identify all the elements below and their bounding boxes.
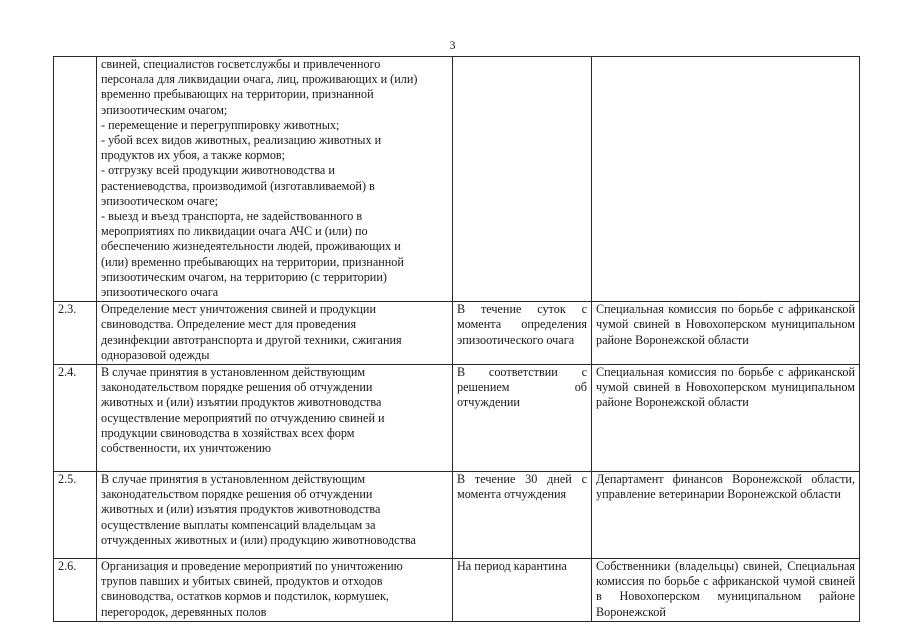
- description-line: обеспечению жизнедеятельности людей, проживающих и: [101, 239, 401, 254]
- description-line: - перемещение и перегруппировку животных;: [101, 117, 340, 132]
- description-line: - отгрузку всей продукции животноводства и: [101, 163, 335, 178]
- description-line: законодательством порядке решения об отчуждении: [101, 380, 373, 395]
- description-line: продуктов их убоя, а также кормов;: [101, 148, 286, 163]
- description-line: растениеводства, производимой (изготавливаемой) в: [101, 178, 375, 193]
- description-line: животных и (или) изъятия продуктов животноводства: [101, 502, 381, 517]
- description-line: персонала для ликвидации очага, лиц, проживающих и (или): [101, 72, 418, 87]
- description-line: Организация и проведение мероприятий по уничтожению: [101, 559, 403, 574]
- deadline-cell: В течение 30 дней с момента отчуждения: [453, 472, 592, 559]
- responsible-cell: [592, 57, 860, 302]
- description-line: Определение мест уничтожения свиней и продукции: [101, 302, 376, 317]
- responsible-cell: Собственники (владельцы) свиней, Специальная комиссия по борьбе с африканской чумой свиней в Новохоперском муниципальном районе Воронежской: [592, 559, 860, 622]
- description-line: продукции свиноводства в хозяйствах всех форм: [101, 425, 355, 440]
- item-number: [54, 57, 97, 302]
- deadline-cell: В течение суток с момента определения эпизоотического очага: [453, 302, 592, 365]
- measure-description: [97, 302, 453, 365]
- description-line: свиней, специалистов госветслужбы и привлеченного: [101, 57, 381, 71]
- item-number: 2.3.: [54, 302, 97, 365]
- description-line: В случае принятия в установленном действующим: [101, 472, 366, 487]
- page-number: 3: [449, 38, 456, 52]
- table-row: [54, 472, 860, 559]
- table-row: [54, 559, 860, 622]
- table-row: [54, 57, 860, 302]
- measure-description: [97, 57, 453, 302]
- description-line: временно пребывающих на территории, признанной: [101, 87, 374, 102]
- description-line: законодательством порядке решения об отчуждении: [101, 487, 373, 502]
- description-line: свиноводства. Определение мест для проведения: [101, 317, 357, 332]
- description-line: эпизоотического очага: [101, 285, 219, 300]
- description-line: В случае принятия в установленном действующим: [101, 365, 366, 380]
- description-line: мероприятиях по ликвидации очага АЧС и (или) по: [101, 224, 368, 239]
- table-row: [54, 302, 860, 365]
- description-line: трупов павших и убитых свиней, продуктов и отходов: [101, 574, 383, 589]
- responsible-cell: Специальная комиссия по борьбе с африканской чумой свиней в Новохоперском муниципальном районе Воронежской области: [592, 302, 860, 365]
- deadline-cell: На период карантина: [453, 559, 592, 622]
- item-number: 2.4.: [54, 365, 97, 472]
- description-line: эпизоотическом очаге;: [101, 193, 219, 208]
- description-line: дезинфекции автотранспорта и другой техники, сжигания: [101, 332, 402, 347]
- description-line: осуществление выплаты компенсаций владельцам за: [101, 517, 376, 532]
- measure-description: [97, 365, 453, 472]
- measure-description: [97, 559, 453, 622]
- responsible-cell: Департамент финансов Воронежской области, управление ветеринарии Воронежской области: [592, 472, 860, 559]
- measure-description: [97, 472, 453, 559]
- description-line: отчужденных животных и (или) продукцию животноводства: [101, 532, 416, 547]
- description-line: - выезд и въезд транспорта, не задействованного в: [101, 209, 363, 224]
- description-line: осуществление мероприятий по отчуждению свиней и: [101, 410, 385, 425]
- deadline-cell: [453, 57, 592, 302]
- responsible-cell: Специальная комиссия по борьбе с африканской чумой свиней в Новохоперском муниципальном районе Воронежской области: [592, 365, 860, 472]
- description-line: животных и (или) изъятии продуктов животноводства: [101, 395, 382, 410]
- measures-table: [53, 56, 860, 622]
- description-line: перегородок, деревянных полов: [101, 604, 267, 619]
- description-line: собственности, их уничтожению: [101, 441, 272, 456]
- description-line: эпизоотическим очагом;: [101, 102, 228, 117]
- item-number: 2.5.: [54, 472, 97, 559]
- description-line: одноразовой одежды: [101, 347, 210, 362]
- description-line: - убой всех видов животных, реализацию животных и: [101, 133, 382, 148]
- table-row: [54, 365, 860, 472]
- description-line: (или) временно пребывающих на территории, признанной: [101, 254, 404, 269]
- description-line: эпизоотическим очагом, на территорию (с территории): [101, 269, 387, 284]
- description-line: свиноводства, остатков кормов и подстилок, кормушек,: [101, 589, 389, 604]
- item-number: 2.6.: [54, 559, 97, 622]
- deadline-cell: В соответствии с решением об отчуждении: [453, 365, 592, 472]
